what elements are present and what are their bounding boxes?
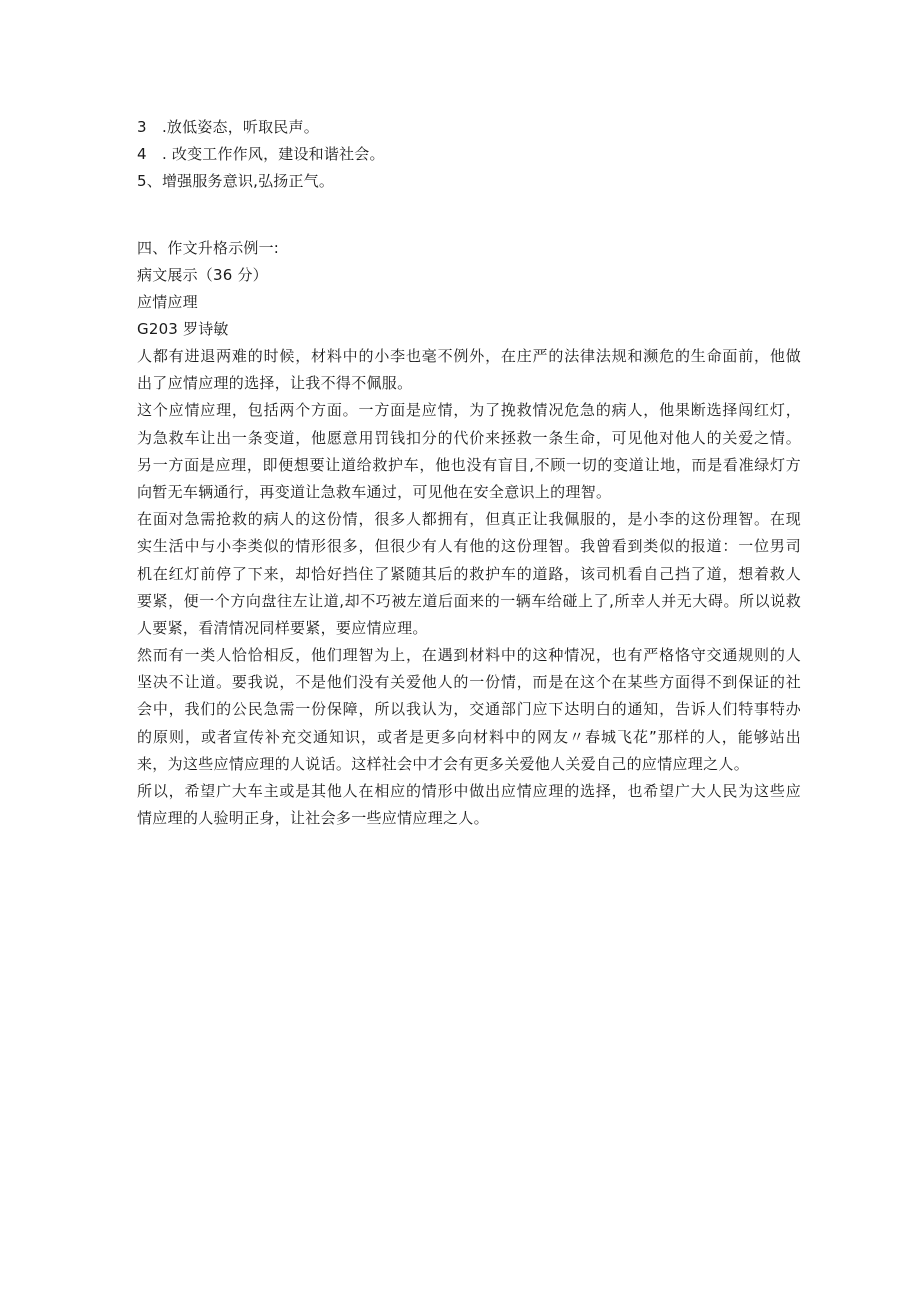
document-body [137, 114, 801, 832]
paragraph-line: 情应理的人验明正身，让社会多一些应情应理之人。 [137, 809, 489, 828]
paragraph-line: 人要紧，看清情况同样要紧，要应情应理。 [137, 618, 428, 637]
paragraph-line: 然而有一类人恰恰相反，他们理智为上，在遇到材料中的这种情况，也有严格恪守交通规则的人 [137, 646, 801, 665]
paragraph-1 [137, 343, 801, 397]
paragraph-line: 人都有进退两难的时候，材料中的小李也毫不例外，在庄严的法律法规和濒危的生命面前，他做 [137, 347, 801, 365]
essay-author: G203 罗诗敏 [137, 320, 229, 338]
paragraph-5 [137, 778, 801, 832]
essay-title: 应情应理 [137, 293, 198, 311]
paragraph-line: 这个应情应理，包括两个方面。一方面是应情，为了挽救情况危急的病人，他果断选择闯红灯， [137, 401, 801, 420]
paragraph-line: 另一方面是应理，即便想要让道给救护车，他也没有盲目,不顾一切的变道让地，而是看准绿灯方 [137, 455, 801, 474]
paragraph-line: 坚决不让道。要我说，不是他们没有关爱他人的一份情，而是在这个在某些方面得不到保证的社 [137, 673, 801, 692]
paragraph-line: 的原则，或者宣传补充交通知识，或者是更多向材料中的网友〃春城飞花”那样的人，能够站出 [137, 727, 801, 746]
paragraph-2 [137, 397, 801, 506]
list-item-3: 3 .放低姿态，听取民声。 [137, 118, 319, 136]
list-item-4: 4 . 改变工作作风，建设和谐社会。 [137, 145, 385, 163]
essay-label: 病文展示（36 分） [137, 266, 268, 284]
paragraph-line: 向暂无车辆通行，再变道让急救车通过，可见他在安全意识上的理智。 [137, 482, 612, 501]
paragraph-line: 在面对急需抢救的病人的这份情，很多人都拥有，但真正让我佩服的，是小李的这份理智。在现 [137, 510, 801, 529]
paragraph-line: 会中，我们的公民急需一份保障，所以我认为，交通部门应下达明白的通知，告诉人们特事特办 [137, 700, 801, 719]
section-heading: 四、作文升格示例一: [137, 239, 280, 257]
paragraph-line: 为急救车让出一条变道，他愿意用罚钱扣分的代价来拯救一条生命，可见他对他人的关爱之情。 [137, 428, 801, 447]
paragraph-line: 要紧，便一个方向盘往左让道,却不巧被左道后面来的一辆车给碰上了,所幸人并无大碍。所以说救 [137, 591, 801, 610]
paragraph-3 [137, 506, 801, 642]
paragraph-line: 实生活中与小李类似的情形很多，但很少有人有他的这份理智。我曾看到类似的报道：一位男司 [137, 537, 801, 556]
paragraph-4 [137, 642, 801, 778]
list-item-5: 5、增强服务意识,弘扬正气。 [137, 172, 335, 190]
section-spacer [137, 195, 801, 235]
paragraph-line: 机在红灯前停了下来，却恰好挡住了紧随其后的救护车的道路，该司机看自己挡了道，想着救人 [137, 564, 801, 583]
paragraph-line: 所以，希望广大车主或是其他人在相应的情形中做出应情应理的选择，也希望广大人民为这些应 [137, 782, 801, 800]
paragraph-line: 来，为这些应情应理的人说话。这样社会中才会有更多关爱他人关爱自己的应情应理之人。 [137, 754, 750, 773]
paragraph-line: 出了应情应理的选择，让我不得不佩服。 [137, 374, 413, 393]
